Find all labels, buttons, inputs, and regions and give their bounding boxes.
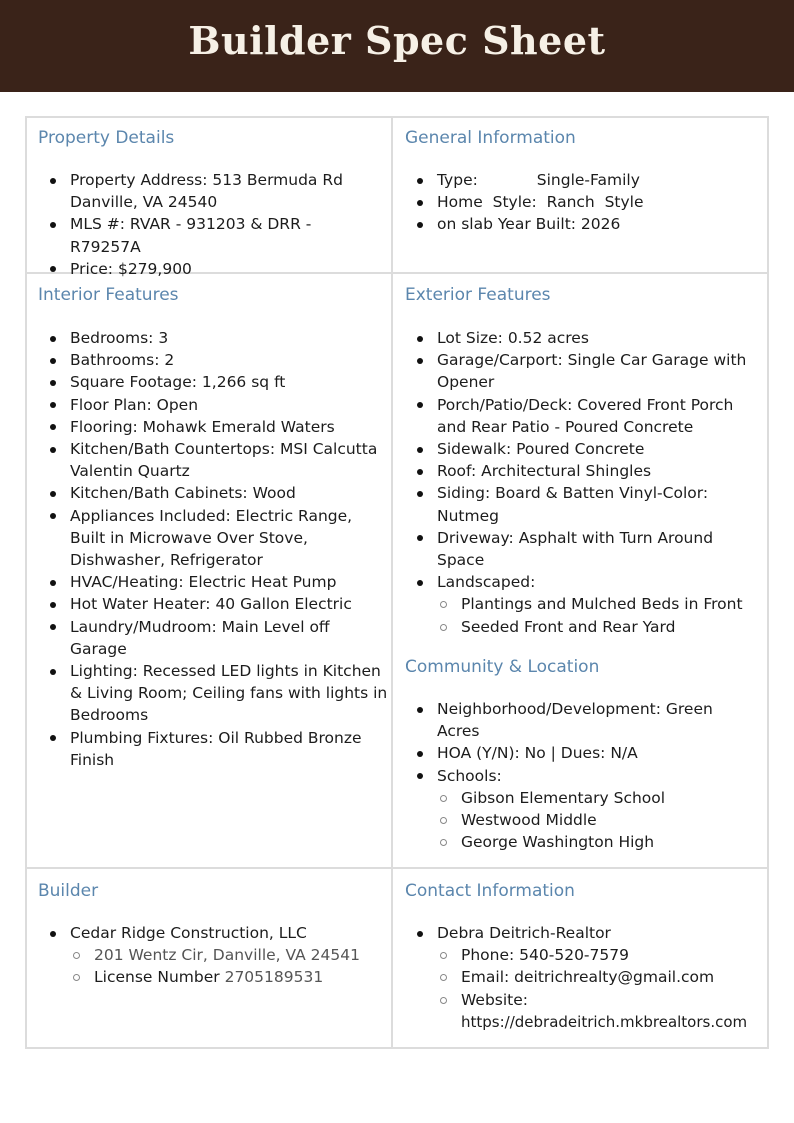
contact-information-title: Contact Information — [405, 881, 575, 901]
exterior-features-title: Exterior Features — [405, 285, 551, 305]
property-details-list — [38, 169, 383, 280]
builder-name: Cedar Ridge Construction, LLC — [70, 924, 307, 942]
list-item: Hot Water Heater: 40 Gallon Electric — [38, 593, 388, 615]
list-item — [405, 765, 760, 854]
list-item: Appliances Included: Electric Range, Built in Microwave Over Stove, Dishwasher, Refrigerator — [38, 505, 388, 572]
community-location-title: Community & Location — [405, 657, 600, 677]
list-item — [38, 169, 383, 213]
hoa: HOA (Y/N): No | Dues: N/A — [405, 742, 760, 764]
sub-list-item: Plantings and Mulched Beds in Front — [437, 593, 760, 615]
list-item: Siding: Board & Batten Vinyl-Color: Nutmeg — [405, 482, 760, 526]
list-item: Flooring: Mohawk Emerald Waters — [38, 416, 388, 438]
list-item: Lot Size: 0.52 acres — [405, 327, 760, 349]
header-banner — [0, 0, 794, 92]
type-value: Single-Family — [536, 171, 640, 189]
license-number: 2705189531 — [224, 968, 324, 987]
list-item: Roof: Architectural Shingles — [405, 460, 760, 482]
column-divider — [391, 116, 393, 1049]
website-label: Website: — [461, 990, 529, 1009]
list-item: Sidewalk: Poured Concrete — [405, 438, 760, 460]
property-details-title: Property Details — [38, 128, 175, 148]
interior-features-list — [38, 327, 388, 771]
row-divider-2 — [25, 867, 769, 869]
sub-list-item — [70, 966, 388, 988]
list-item — [38, 922, 388, 989]
type-label: Type: — [437, 171, 478, 189]
list-item: Laundry/Mudroom: Main Level off Garage — [38, 616, 388, 660]
contact-sublist — [437, 944, 769, 1033]
list-item — [405, 922, 769, 1033]
contact-email: Email: deitrichrealty@gmail.com — [437, 966, 769, 988]
page-title: Builder Spec Sheet — [188, 18, 606, 63]
sub-list-item: George Washington High — [437, 831, 760, 853]
contact-phone: Phone: 540-520-7579 — [437, 944, 769, 966]
list-item: Porch/Patio/Deck: Covered Front Porch and Rear Patio - Poured Concrete — [405, 394, 760, 438]
list-item — [405, 169, 760, 191]
mls-number: MLS #: RVAR - 931203 & DRR - R79257A — [38, 213, 383, 257]
community-location-list — [405, 698, 760, 853]
home-style: Home Style: Ranch Style — [405, 191, 760, 213]
contact-name: Debra Deitrich-Realtor — [437, 924, 611, 942]
landscaped-label: Landscaped: — [437, 573, 536, 592]
builder-list — [38, 922, 388, 989]
landscaped-sublist — [437, 593, 760, 637]
interior-features-title: Interior Features — [38, 285, 179, 305]
list-item: Bathrooms: 2 — [38, 349, 388, 371]
list-item: Bedrooms: 3 — [38, 327, 388, 349]
list-item: Kitchen/Bath Cabinets: Wood — [38, 482, 388, 504]
price: Price: $279,900 — [38, 258, 383, 280]
schools-label: Schools: — [437, 766, 502, 785]
list-item: Square Footage: 1,266 sq ft — [38, 371, 388, 393]
builder-title: Builder — [38, 881, 99, 901]
list-item: Garage/Carport: Single Car Garage with Opener — [405, 349, 760, 393]
sub-list-item: Seeded Front and Rear Yard — [437, 616, 760, 638]
exterior-features-list — [405, 327, 760, 638]
sub-list-item: Westwood Middle — [437, 809, 760, 831]
builder-sublist — [70, 944, 388, 988]
schools-sublist — [437, 787, 760, 854]
general-information-title: General Information — [405, 128, 576, 148]
property-address-line2: Danville, VA 24540 — [70, 193, 218, 212]
year-built: on slab Year Built: 2026 — [405, 213, 760, 235]
contact-list — [405, 922, 769, 1033]
list-item: Driveway: Asphalt with Turn Around Space — [405, 527, 760, 571]
license-label: License Number — [94, 968, 220, 987]
list-item: Lighting: Recessed LED lights in Kitchen & Living Room; Ceiling fans with lights in Bedrooms — [38, 660, 388, 727]
list-item: Kitchen/Bath Countertops: MSI Calcutta Valentin Quartz — [38, 438, 388, 482]
list-item: Floor Plan: Open — [38, 394, 388, 416]
builder-address: 201 Wentz Cir, Danville, VA 24541 — [70, 944, 388, 966]
neighborhood: Neighborhood/Development: Green Acres — [405, 698, 760, 742]
list-item: Plumbing Fixtures: Oil Rubbed Bronze Finish — [38, 727, 388, 771]
list-item: HVAC/Heating: Electric Heat Pump — [38, 571, 388, 593]
list-item — [405, 571, 760, 638]
website-url: https://debradeitrich.mkbrealtors.com — [461, 1012, 748, 1031]
sub-list-item — [437, 989, 769, 1033]
sub-list-item: Gibson Elementary School — [437, 787, 760, 809]
general-information-list — [405, 169, 760, 236]
property-address-line1: Property Address: 513 Bermuda Rd — [70, 171, 343, 189]
